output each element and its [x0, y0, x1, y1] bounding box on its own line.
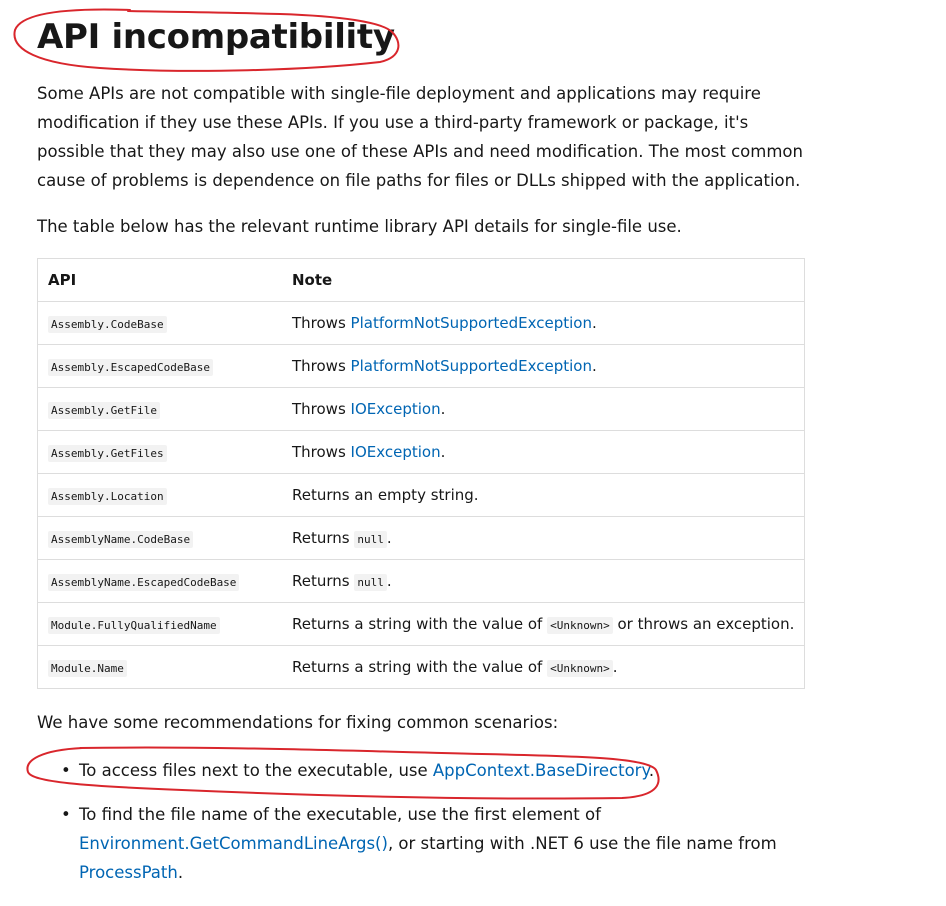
table-row	[38, 646, 805, 689]
processpath-link[interactable]: ProcessPath	[79, 863, 178, 882]
table-row	[38, 603, 805, 646]
api-cell	[38, 388, 283, 431]
appcontext-basedirectory-link[interactable]: AppContext.BaseDirectory	[432, 761, 649, 780]
note-cell	[282, 474, 805, 517]
note-text: .	[591, 314, 597, 332]
bullet-text: .	[648, 761, 655, 780]
note-cell	[282, 388, 805, 431]
getcommandlineargs-link[interactable]: Environment.GetCommandLineArgs()	[79, 834, 388, 853]
note-cell	[282, 431, 805, 474]
note-text: or throws an exception.	[612, 615, 795, 633]
api-code: Assembly.GetFiles	[48, 445, 167, 462]
note-text: .	[440, 443, 446, 461]
api-cell	[38, 517, 283, 560]
exception-link[interactable]: IOException	[350, 400, 441, 418]
list-item	[61, 756, 779, 785]
note-text: Returns	[292, 572, 355, 590]
api-cell	[38, 474, 283, 517]
api-cell	[38, 431, 283, 474]
table-row	[38, 560, 805, 603]
api-code: Assembly.Location	[48, 488, 167, 505]
note-cell	[282, 345, 805, 388]
note-text: Returns	[292, 529, 355, 547]
api-code: Assembly.GetFile	[48, 402, 160, 419]
api-code: Module.FullyQualifiedName	[48, 617, 220, 634]
table-row	[38, 345, 805, 388]
note-cell	[282, 603, 805, 646]
api-cell	[38, 302, 283, 345]
table-row	[38, 431, 805, 474]
note-code: null	[354, 531, 387, 548]
note-text: Throws	[292, 314, 351, 332]
note-text: Throws	[292, 400, 351, 418]
note-text: Returns a string with the value of	[292, 658, 548, 676]
table-row	[38, 302, 805, 345]
bullet-text: , or starting with .NET 6 use the file name from	[387, 834, 777, 853]
recommendations-intro: We have some recommendations for fixing common scenarios:	[37, 713, 559, 732]
api-cell	[38, 345, 283, 388]
api-code: Assembly.EscapedCodeBase	[48, 359, 213, 376]
bullet-text: .	[177, 863, 184, 882]
api-code: AssemblyName.EscapedCodeBase	[48, 574, 239, 591]
note-text: .	[386, 529, 392, 547]
note-code: <Unknown>	[547, 660, 613, 677]
list-item	[61, 800, 779, 887]
recommendations-list	[37, 756, 779, 902]
note-cell	[282, 646, 805, 689]
api-column-header: API	[38, 259, 283, 302]
note-text: Throws	[292, 443, 351, 461]
table-row	[38, 517, 805, 560]
note-code: null	[354, 574, 387, 591]
api-cell	[38, 560, 283, 603]
note-cell	[282, 560, 805, 603]
bullet-text: To find the file name of the executable, use the first element of	[79, 805, 601, 824]
bullet-marker: •	[61, 761, 71, 780]
note-text: Throws	[292, 357, 351, 375]
api-cell	[38, 603, 283, 646]
bullet-marker: •	[61, 805, 71, 824]
table-intro: The table below has the relevant runtime library API details for single-file use.	[37, 217, 682, 236]
api-code: Assembly.CodeBase	[48, 316, 167, 333]
note-cell	[282, 517, 805, 560]
note-text: .	[386, 572, 392, 590]
note-text: .	[440, 400, 446, 418]
api-code: AssemblyName.CodeBase	[48, 531, 193, 548]
exception-link[interactable]: IOException	[350, 443, 441, 461]
bullet-text: To access files next to the executable, use	[79, 761, 433, 780]
api-cell	[38, 646, 283, 689]
table-header-row	[38, 259, 805, 302]
note-code: <Unknown>	[547, 617, 613, 634]
exception-link[interactable]: PlatformNotSupportedException	[350, 314, 592, 332]
api-code: Module.Name	[48, 660, 127, 677]
exception-link[interactable]: PlatformNotSupportedException	[350, 357, 592, 375]
api-table	[37, 258, 805, 689]
note-text: .	[612, 658, 618, 676]
note-column-header: Note	[282, 259, 805, 302]
note-text: Returns an empty string.	[292, 486, 479, 504]
note-cell	[282, 302, 805, 345]
table-row	[38, 474, 805, 517]
intro-paragraph: Some APIs are not compatible with single-file deployment and applications may require modification if they use these APIs. If you use a third-party framework or package, it's possible that they may also use one of these APIs and need modification. The most common cause of problems is dependence on file paths for files or DLLs shipped with the application.	[37, 84, 803, 190]
note-text: .	[591, 357, 597, 375]
page-title: API incompatibility	[37, 17, 395, 57]
table-row	[38, 388, 805, 431]
note-text: Returns a string with the value of	[292, 615, 548, 633]
